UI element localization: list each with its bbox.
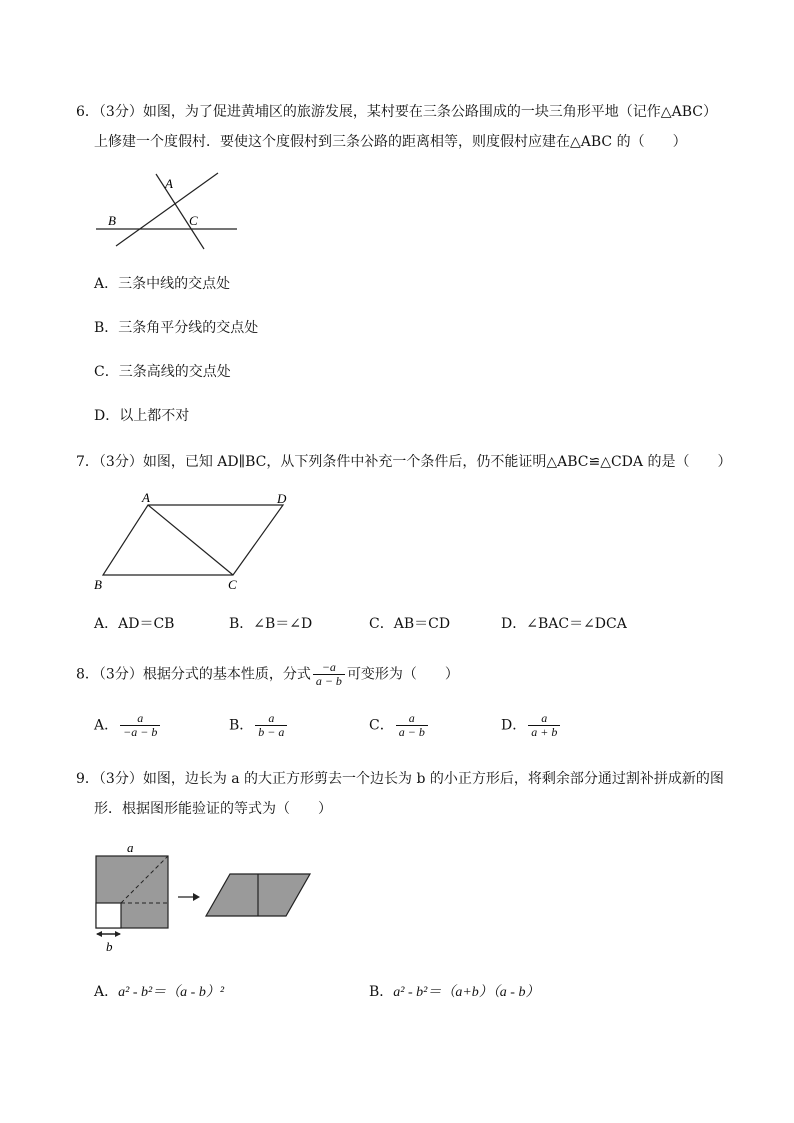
q7-label-c: C [228,577,237,592]
q9-option-b[interactable] [369,983,539,1002]
q7-quadrilateral-abcd [103,505,283,575]
q7-option-b[interactable]: B．∠B＝∠D [229,616,313,632]
q8-option-a-letter: A． [94,717,119,734]
q7-option-a[interactable]: A．AD＝CB [94,616,175,632]
q8-option-c[interactable] [369,712,430,739]
q9-stem-line2: 形．根据图形能验证的等式为（ ） [94,801,332,817]
q8-option-d-letter: D． [501,717,527,734]
q8-option-c-den: a − b [398,725,425,739]
q7-figure-parallelogram [90,488,298,596]
q9-label-b: b [106,939,113,954]
q8-stem-fraction [313,661,345,688]
q6-stem-line2: 上修建一个度假村．要使这个度假村到三条公路的距离相等，则度假村应建在△ABC 的（ ） [94,134,687,150]
q9-option-b-letter: B． [369,984,394,1000]
q8-option-b-letter: B． [229,717,254,734]
q9-stem-line1: 9．（3分）如图，边长为 a 的大正方形剪去一个边长为 b 的小正方形后，将剩余部分通过割补拼成新的图 [76,771,724,787]
q6-option-b[interactable]: B．三条角平分线的交点处 [94,320,259,336]
q9-label-a: a [127,840,134,855]
q8-option-c-letter: C． [369,717,394,734]
q6-label-c: C [189,213,198,228]
q7-diagonal-ac [148,505,233,575]
q9-b-arrowhead-right [115,931,121,937]
q6-label-a: A [165,176,173,191]
q8-stem [76,661,459,688]
q8-option-a-den: −a − b [123,725,158,739]
q8-option-d[interactable] [501,712,562,739]
q8-option-d-num: a [528,712,560,726]
q8-option-a[interactable] [94,712,162,739]
q7-label-b: B [94,577,102,592]
q8-option-c-num: a [396,712,428,726]
q7-label-d: D [277,491,287,506]
q9-option-b-text: a² - b²＝（a+b）（a - b） [393,985,540,1000]
q9-option-a[interactable] [94,983,224,1002]
q8-option-c-fraction [396,712,428,739]
q8-frac-numerator: −a [313,661,345,675]
q8-option-a-fraction [120,712,160,739]
q6-figure-three-roads [94,168,240,252]
q8-option-d-fraction [528,712,560,739]
q8-stem-prefix: 8．（3分）根据分式的基本性质，分式 [76,666,311,683]
q8-option-b[interactable] [229,712,289,739]
q8-option-d-den: a + b [531,725,558,739]
q9-figure-squares [90,838,316,958]
q8-option-b-den: b − a [258,725,285,739]
q6-label-b: B [108,213,116,228]
q9-option-a-text: a² - b²＝（a - b）² [118,985,225,1000]
q7-label-a: A [142,490,150,505]
q8-option-a-num: a [120,712,160,726]
q9-transform-arrowhead [193,893,200,901]
q9-option-a-letter: A． [94,984,119,1000]
q9-small-square-removed [96,903,121,928]
q8-option-b-fraction [255,712,287,739]
q9-b-arrowhead-left [96,931,102,937]
q8-stem-suffix: 可变形为（ ） [346,666,459,683]
q7-option-c[interactable]: C．AB＝CD [369,616,451,632]
q8-frac-denominator: a − b [315,674,342,688]
q6-option-d[interactable]: D．以上都不对 [94,408,190,424]
q6-stem-line1: 6．（3分）如图，为了促进黄埔区的旅游发展，某村要在三条公路围成的一块三角形平地（记作△ABC） [76,104,717,120]
q6-option-c[interactable]: C．三条高线的交点处 [94,364,231,380]
q7-option-d[interactable]: D．∠BAC＝∠DCA [501,616,627,632]
q8-option-b-num: a [255,712,287,726]
q7-stem: 7．（3分）如图，已知 AD∥BC，从下列条件中补充一个条件后，仍不能证明△ABC≌△CDA 的是（ ） [76,454,732,470]
q6-option-a[interactable]: A．三条中线的交点处 [94,276,231,292]
